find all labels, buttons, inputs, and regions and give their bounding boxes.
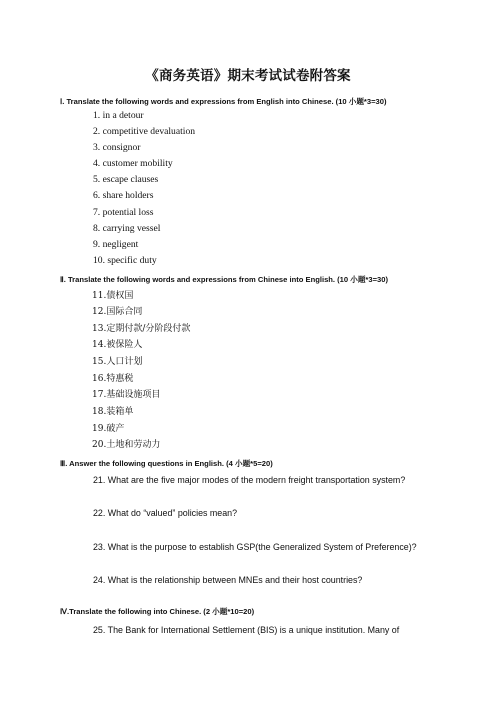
- list-item: 18.装箱单: [92, 407, 134, 417]
- list-item: 20.土地和劳动力: [92, 440, 161, 450]
- page-title: 《商务英语》期末考试试卷附答案: [145, 68, 351, 84]
- section-heading-1: Ⅰ. Translate the following words and expressions from English into Chinese. (10 小题*3=30): [60, 97, 387, 106]
- paragraph-line: 25. The Bank for International Settlement (BIS) is a unique institution. Many of: [93, 625, 400, 635]
- question-item: 22. What do “valued” policies mean?: [93, 508, 238, 518]
- question-item: 23. What is the purpose to establish GSP(the Generalized System of Preference)?: [93, 542, 417, 552]
- list-item: 12.国际合同: [92, 307, 143, 317]
- list-item: 9. negligent: [93, 239, 139, 250]
- list-item: 16.特惠税: [92, 374, 134, 384]
- list-item: 19.破产: [92, 424, 125, 434]
- section-heading-2: Ⅱ. Translate the following words and expressions from Chinese into English. (10 小题*3=30): [60, 275, 389, 284]
- list-item: 17.基础设施项目: [92, 390, 161, 400]
- list-item: 1. in a detour: [93, 110, 144, 121]
- list-item: 15.人口计划: [92, 357, 143, 367]
- list-item: 2. competitive devaluation: [93, 126, 196, 137]
- list-item: 10. specific duty: [93, 255, 157, 266]
- question-item: 24. What is the relationship between MNEs and their host countries?: [93, 575, 363, 585]
- list-item: 7. potential loss: [93, 207, 154, 218]
- question-item: 21. What are the five major modes of the modern freight transportation system?: [93, 475, 406, 485]
- list-item: 6. share holders: [93, 190, 154, 201]
- section-heading-3: Ⅲ. Answer the following questions in English. (4 小题*5=20): [60, 459, 273, 468]
- list-item: 11.债权国: [92, 291, 134, 301]
- section-heading-4: Ⅳ.Translate the following into Chinese. (2 小题*10=20): [60, 607, 255, 616]
- list-item: 8. carrying vessel: [93, 223, 161, 234]
- list-item: 5. escape clauses: [93, 174, 159, 185]
- list-item: 13.定期付款/分阶段付款: [92, 324, 191, 334]
- list-item: 3. consignor: [93, 142, 141, 153]
- list-item: 4. customer mobility: [93, 158, 173, 169]
- list-item: 14.被保险人: [92, 340, 143, 350]
